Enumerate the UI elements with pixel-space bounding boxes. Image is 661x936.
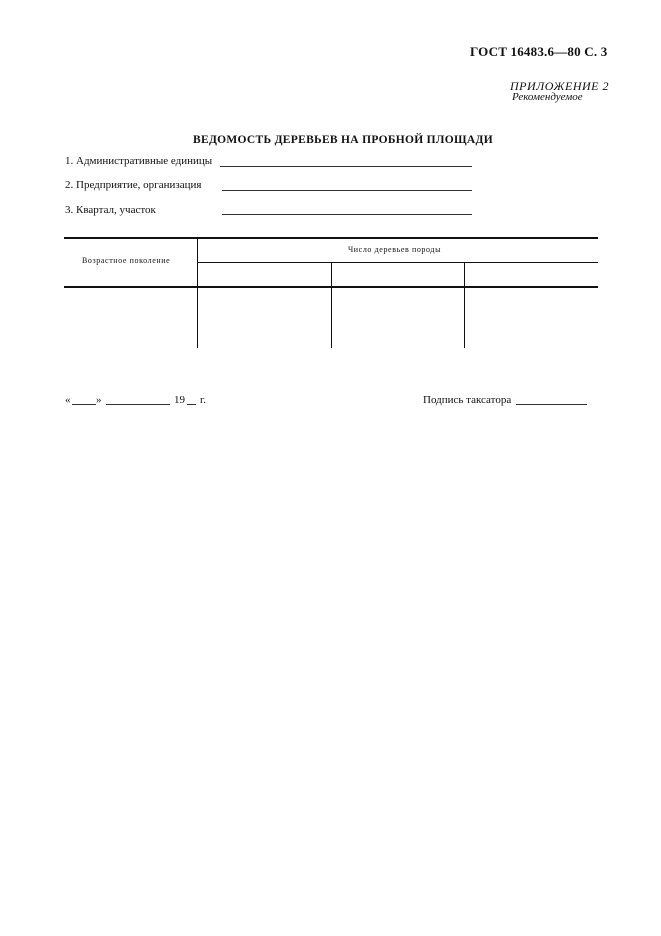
table-cell-empty-2[interactable] — [332, 288, 463, 348]
date-year-line[interactable] — [187, 404, 196, 405]
table-top-border — [64, 237, 598, 239]
table-cell-empty-3[interactable] — [465, 288, 598, 348]
recommended-label: Рекомендуемое — [512, 91, 583, 103]
field-label-quarter: 3. Квартал, участок — [65, 204, 156, 216]
date-close-quote: » — [96, 394, 102, 406]
field-label-enterprise: 2. Предприятие, организация — [65, 179, 202, 191]
table-subheader-line — [198, 262, 598, 263]
date-year-prefix: 19 — [174, 394, 185, 406]
date-month-line[interactable] — [106, 404, 170, 405]
date-day-line[interactable] — [72, 404, 96, 405]
date-year-suffix: г. — [200, 394, 207, 406]
column-header-age-generation: Возрастное поколение — [82, 256, 171, 265]
page-title: ВЕДОМОСТЬ ДЕРЕВЬЕВ НА ПРОБНОЙ ПЛОЩАДИ — [193, 134, 493, 146]
field-line-admin-units[interactable] — [220, 166, 472, 167]
date-open-quote: « — [65, 394, 71, 406]
field-label-admin-units: 1. Административные единицы — [65, 155, 213, 167]
signature-line[interactable] — [516, 404, 587, 405]
column-header-tree-count: Число деревьев породы — [348, 245, 442, 254]
signature-label: Подпись таксатора — [423, 394, 512, 406]
table-cell-empty-1[interactable] — [198, 288, 330, 348]
document-header: ГОСТ 16483.6—80 С. 3 — [470, 44, 608, 59]
appendix-label: ПРИЛОЖЕНИЕ 2 — [510, 79, 609, 93]
field-line-quarter[interactable] — [222, 214, 472, 215]
field-line-enterprise[interactable] — [222, 190, 472, 191]
